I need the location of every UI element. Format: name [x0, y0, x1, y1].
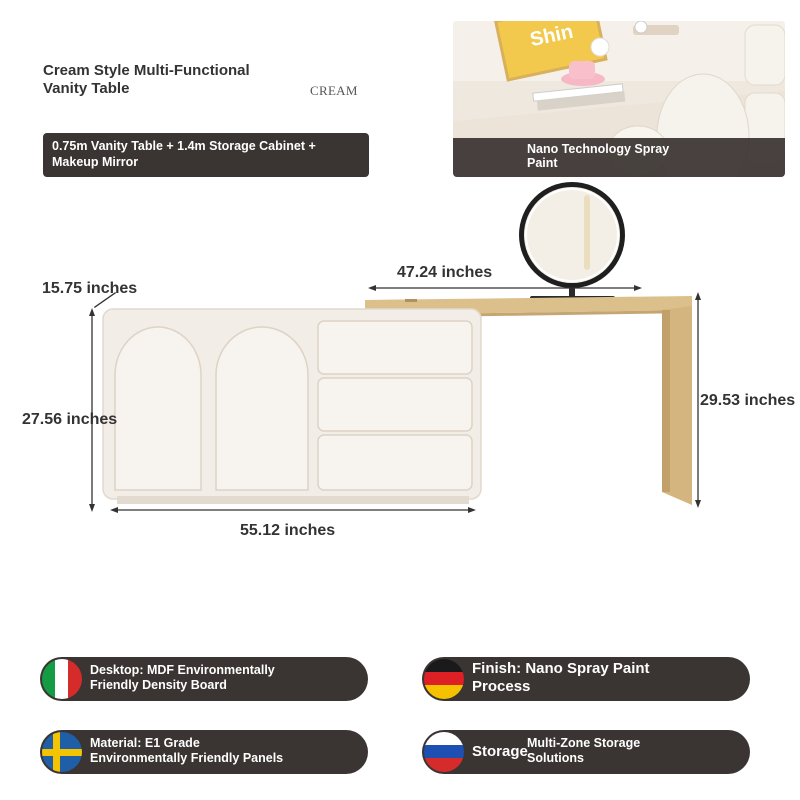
feature-line-2: Friendly Density Board	[90, 678, 227, 692]
italy-flag-icon	[42, 659, 82, 699]
sweden-flag-icon	[42, 732, 82, 772]
dimension-height-table: 29.53 inches	[700, 392, 796, 409]
vanity-product-illustration	[0, 175, 800, 520]
storage-cabinet	[103, 309, 481, 504]
feature-line-1: Material: E1 Grade	[90, 736, 200, 750]
feature-line-2: Solutions	[527, 751, 584, 765]
feature-text	[90, 663, 360, 693]
spec-line-1: 0.75m Vanity Table + 1.4m Storage Cabinet +	[52, 139, 316, 153]
feature-line-1: Finish: Nano Spray Paint	[472, 660, 650, 677]
feature-badge-finish	[422, 657, 750, 701]
dimension-height-cabinet: 27.56 inches	[22, 411, 118, 428]
dimension-width-bottom: 55.12 inches	[240, 522, 336, 539]
dimension-depth: 15.75 inches	[42, 280, 138, 297]
feature-text	[527, 736, 707, 766]
product-title	[43, 62, 283, 98]
feature-line-1: Multi-Zone Storage	[527, 736, 641, 750]
sign-text: Shin	[528, 21, 576, 52]
title-line-2: Vanity Table	[43, 80, 130, 97]
photo-caption	[453, 138, 785, 177]
feature-line-1: Desktop: MDF Environmentally	[90, 663, 275, 677]
feature-line-2: Process	[472, 678, 531, 695]
feature-badge-material	[40, 730, 368, 774]
feature-badge-storage	[422, 730, 750, 774]
spec-line-2: Makeup Mirror	[52, 155, 139, 169]
detail-photo	[453, 21, 785, 177]
spec-bar	[43, 133, 369, 177]
russia-flag-icon	[424, 732, 464, 772]
feature-text	[472, 660, 742, 696]
brand-logo: CREAM	[310, 83, 358, 98]
caption-line-2: Paint	[527, 156, 558, 170]
caption-line-1: Nano Technology Spray	[527, 142, 670, 156]
makeup-mirror	[519, 182, 625, 301]
dimension-width-top: 47.24 inches	[397, 264, 493, 281]
title-line-1: Cream Style Multi-Functional	[43, 62, 250, 79]
feature-text	[90, 736, 360, 766]
storage-label: Storage	[472, 743, 528, 760]
feature-line-2: Environmentally Friendly Panels	[90, 751, 284, 765]
germany-flag-icon	[424, 659, 464, 699]
feature-badge-desktop	[40, 657, 368, 701]
